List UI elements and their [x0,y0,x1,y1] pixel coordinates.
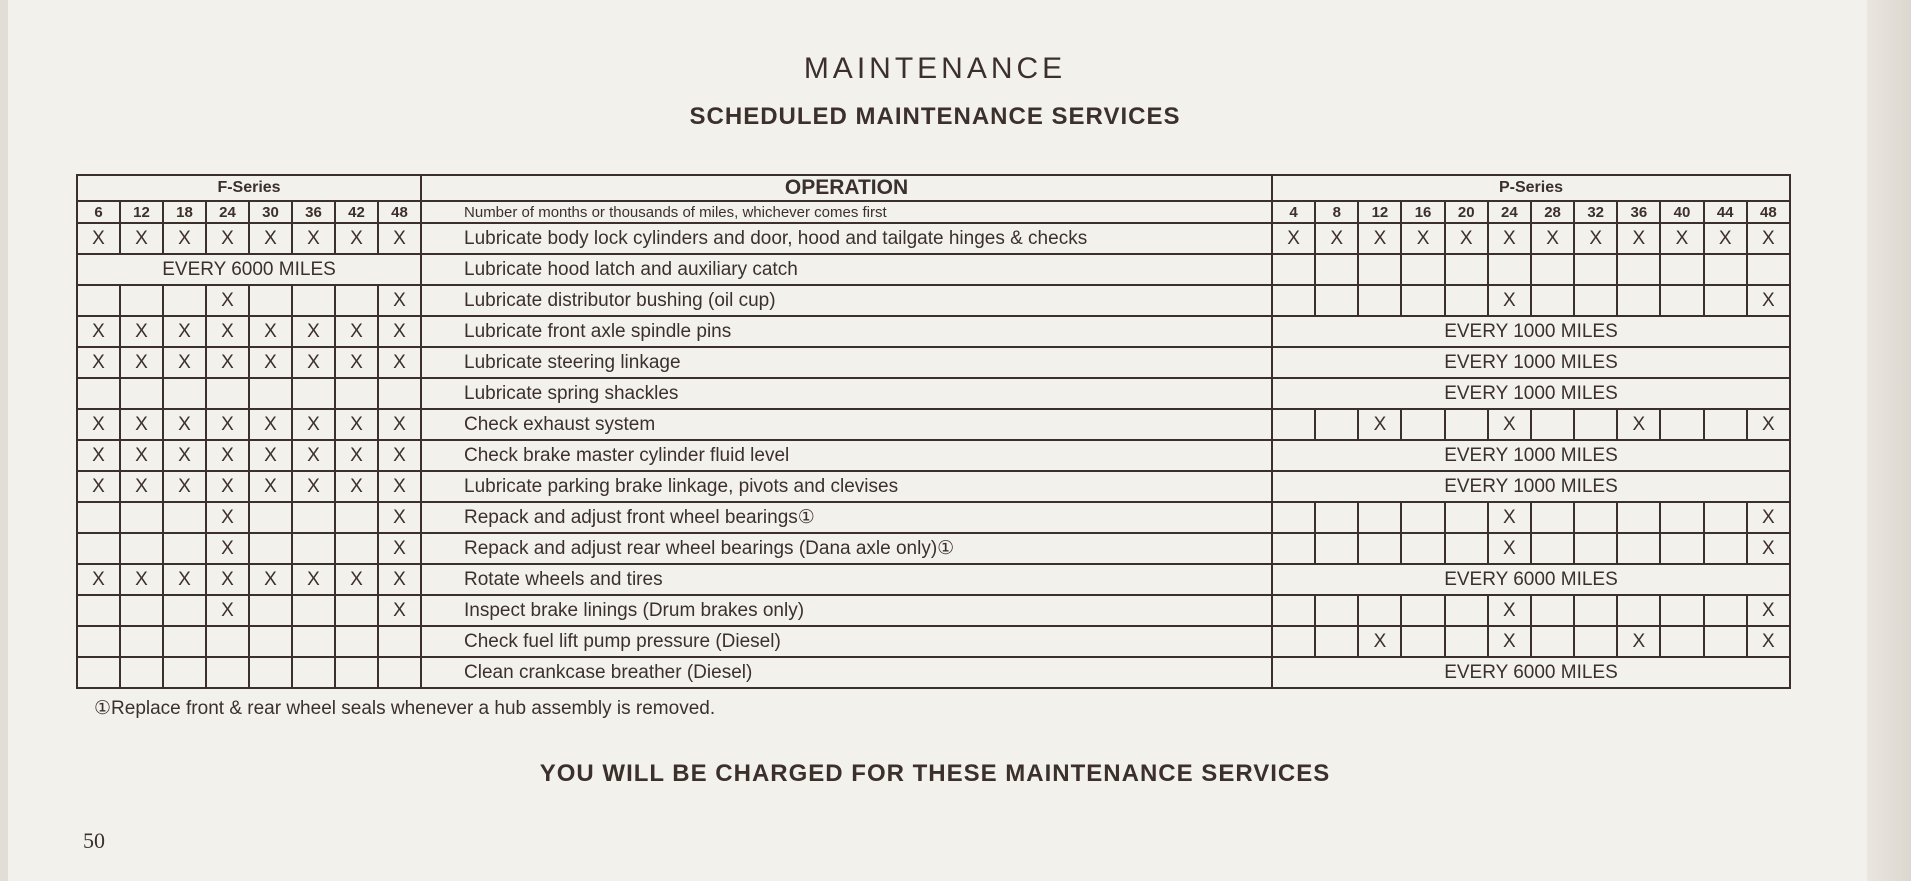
p-series-cell: X [1358,409,1401,440]
f-series-cell [335,626,378,657]
p-series-cell [1704,595,1747,626]
f-series-span: EVERY 6000 MILES [77,254,421,285]
f-series-cell [163,533,206,564]
p-series-cell [1358,285,1401,316]
f-series-cell: X [163,564,206,595]
f-series-cell: X [249,471,292,502]
f-series-cell [120,533,163,564]
f-series-cell: X [120,409,163,440]
f-series-cell: X [378,564,421,595]
f-series-cell: X [335,564,378,595]
p-series-cell [1272,285,1315,316]
f-series-cell [206,657,249,688]
f-series-cell: X [335,347,378,378]
operation-cell: Repack and adjust front wheel bearings① [421,502,1272,533]
f-series-cell: X [249,223,292,254]
p-series-cell: X [1747,409,1790,440]
f-series-cell [335,378,378,409]
f-series-cell: X [206,533,249,564]
p-series-cell [1617,595,1660,626]
f-interval-header: 12 [120,201,163,223]
f-series-cell: X [292,316,335,347]
p-series-cell [1358,254,1401,285]
p-series-cell [1574,285,1617,316]
maintenance-schedule-table [76,174,1791,689]
f-series-cell: X [206,471,249,502]
operation-subheader: Number of months or thousands of miles, whichever comes first [421,201,1272,223]
f-series-cell: X [378,409,421,440]
p-series-cell [1445,626,1488,657]
p-series-cell: X [1488,502,1531,533]
page-binding-edge [1867,0,1911,881]
f-series-cell: X [77,223,120,254]
f-series-cell: X [249,316,292,347]
f-series-cell: X [206,440,249,471]
p-series-header: P-Series [1272,175,1790,201]
p-series-cell [1488,254,1531,285]
p-series-cell [1445,595,1488,626]
p-interval-header: 20 [1445,201,1488,223]
f-series-cell [292,595,335,626]
f-series-cell [249,502,292,533]
p-series-cell: X [1315,223,1358,254]
p-series-cell: X [1358,223,1401,254]
f-interval-header: 24 [206,201,249,223]
f-series-cell [292,626,335,657]
p-series-cell: X [1358,626,1401,657]
p-series-cell [1401,285,1444,316]
p-series-cell [1617,285,1660,316]
p-series-cell: X [1574,223,1617,254]
f-series-cell [292,285,335,316]
f-series-cell: X [77,471,120,502]
f-series-cell: X [77,564,120,595]
p-series-cell [1315,533,1358,564]
p-series-cell [1660,502,1703,533]
f-series-cell: X [378,316,421,347]
f-series-cell: X [120,564,163,595]
p-series-cell [1445,254,1488,285]
p-series-cell [1704,502,1747,533]
p-series-cell [1445,285,1488,316]
f-series-cell: X [120,440,163,471]
p-series-cell [1358,595,1401,626]
f-series-cell: X [378,440,421,471]
f-series-cell [77,378,120,409]
p-series-cell [1315,502,1358,533]
p-series-span: EVERY 6000 MILES [1272,657,1790,688]
operation-cell: Clean crankcase breather (Diesel) [421,657,1272,688]
p-series-cell: X [1617,409,1660,440]
p-series-cell [1660,595,1703,626]
f-series-cell [77,502,120,533]
f-series-cell [249,533,292,564]
p-series-cell [1574,254,1617,285]
page-title: MAINTENANCE [803,52,1067,85]
p-series-cell: X [1747,502,1790,533]
p-interval-header: 4 [1272,201,1315,223]
f-series-cell: X [206,595,249,626]
p-series-cell [1531,409,1574,440]
f-series-cell [120,595,163,626]
p-series-cell [1704,533,1747,564]
p-series-cell [1272,254,1315,285]
f-interval-header: 18 [163,201,206,223]
p-series-cell [1401,626,1444,657]
table-row [77,347,1790,378]
f-series-cell [163,502,206,533]
f-series-cell: X [163,347,206,378]
f-series-cell [292,378,335,409]
f-series-cell: X [378,595,421,626]
p-series-span: EVERY 1000 MILES [1272,316,1790,347]
p-series-cell [1704,626,1747,657]
f-series-cell [249,285,292,316]
f-series-cell [292,502,335,533]
p-series-cell [1660,285,1703,316]
f-series-cell [249,626,292,657]
f-series-cell: X [249,564,292,595]
p-series-cell [1531,502,1574,533]
table-row [77,378,1790,409]
table-row [77,595,1790,626]
f-series-cell: X [378,533,421,564]
p-series-cell [1315,595,1358,626]
table-row [77,626,1790,657]
operation-cell: Check fuel lift pump pressure (Diesel) [421,626,1272,657]
f-series-cell [163,378,206,409]
p-series-cell: X [1488,409,1531,440]
p-series-cell: X [1660,223,1703,254]
f-series-cell: X [163,409,206,440]
f-series-cell [292,533,335,564]
p-interval-header: 24 [1488,201,1531,223]
f-series-cell [120,502,163,533]
table-row [77,254,1790,285]
p-series-cell [1574,595,1617,626]
f-series-cell: X [378,285,421,316]
p-series-cell: X [1747,533,1790,564]
f-series-cell: X [163,223,206,254]
p-series-cell [1531,533,1574,564]
p-interval-header: 48 [1747,201,1790,223]
p-series-cell: X [1445,223,1488,254]
operation-cell: Lubricate body lock cylinders and door, hood and tailgate hinges & checks [421,223,1272,254]
operation-cell: Inspect brake linings (Drum brakes only) [421,595,1272,626]
p-series-cell [1574,626,1617,657]
f-interval-header: 48 [378,201,421,223]
table-row [77,564,1790,595]
f-series-cell: X [163,440,206,471]
p-series-span: EVERY 1000 MILES [1272,378,1790,409]
f-series-cell: X [249,347,292,378]
p-series-cell [1574,409,1617,440]
p-series-cell [1315,409,1358,440]
p-interval-header: 36 [1617,201,1660,223]
f-series-cell: X [335,409,378,440]
f-series-cell [77,533,120,564]
p-series-cell: X [1747,626,1790,657]
p-series-cell: X [1488,595,1531,626]
f-series-cell: X [292,347,335,378]
p-series-span: EVERY 6000 MILES [1272,564,1790,595]
p-series-cell [1272,595,1315,626]
f-series-cell [335,533,378,564]
f-series-cell: X [120,223,163,254]
p-series-cell: X [1488,626,1531,657]
f-series-cell [206,626,249,657]
p-series-cell [1617,533,1660,564]
operation-cell: Lubricate parking brake linkage, pivots and clevises [421,471,1272,502]
table-row [77,316,1790,347]
page-number: 50 [83,828,105,853]
p-series-cell [1531,254,1574,285]
f-series-cell [335,657,378,688]
p-series-cell [1445,502,1488,533]
f-series-cell: X [206,316,249,347]
p-series-cell: X [1747,223,1790,254]
operation-cell: Repack and adjust rear wheel bearings (Dana axle only)① [421,533,1272,564]
f-series-cell: X [77,347,120,378]
p-series-cell: X [1704,223,1747,254]
f-series-cell: X [378,502,421,533]
p-series-cell [1315,254,1358,285]
f-series-cell: X [292,564,335,595]
f-series-cell [77,657,120,688]
operation-cell: Lubricate front axle spindle pins [421,316,1272,347]
p-series-cell [1401,533,1444,564]
p-series-cell: X [1617,626,1660,657]
f-series-cell: X [206,502,249,533]
f-series-cell [163,657,206,688]
f-series-cell [335,285,378,316]
f-series-cell: X [206,223,249,254]
f-series-cell [378,378,421,409]
f-series-cell: X [120,471,163,502]
f-series-cell: X [120,347,163,378]
f-series-cell: X [206,409,249,440]
p-series-cell [1747,254,1790,285]
p-series-cell [1574,502,1617,533]
f-interval-header: 36 [292,201,335,223]
f-series-cell: X [249,440,292,471]
p-series-cell [1660,533,1703,564]
table-row [77,533,1790,564]
f-series-cell: X [120,316,163,347]
f-series-cell [120,285,163,316]
header-row-series [77,175,1790,201]
p-series-cell [1531,595,1574,626]
p-interval-header: 12 [1358,201,1401,223]
p-series-cell [1315,626,1358,657]
operation-cell: Lubricate steering linkage [421,347,1272,378]
f-series-cell: X [163,471,206,502]
f-series-cell [120,378,163,409]
f-series-cell [378,626,421,657]
p-series-cell [1531,626,1574,657]
f-interval-header: 30 [249,201,292,223]
p-interval-header: 8 [1315,201,1358,223]
f-series-cell [120,626,163,657]
f-series-cell: X [77,316,120,347]
f-series-cell: X [335,471,378,502]
f-series-cell [120,657,163,688]
f-series-cell [249,595,292,626]
p-series-cell: X [1617,223,1660,254]
p-interval-header: 32 [1574,201,1617,223]
p-series-cell [1401,502,1444,533]
f-series-cell [163,285,206,316]
p-series-cell [1704,254,1747,285]
f-series-cell: X [378,471,421,502]
f-series-cell [249,378,292,409]
p-series-cell [1358,533,1401,564]
p-series-cell [1704,409,1747,440]
p-series-cell [1401,254,1444,285]
f-series-cell: X [206,347,249,378]
f-series-cell: X [335,223,378,254]
f-series-cell [335,595,378,626]
operation-cell: Check brake master cylinder fluid level [421,440,1272,471]
f-series-cell: X [206,285,249,316]
p-series-cell [1272,533,1315,564]
table-row [77,471,1790,502]
p-series-cell [1704,285,1747,316]
p-series-cell [1660,409,1703,440]
p-series-cell: X [1747,595,1790,626]
p-interval-header: 28 [1531,201,1574,223]
f-series-cell [77,626,120,657]
f-series-cell: X [206,564,249,595]
p-series-cell [1401,595,1444,626]
p-series-cell: X [1747,285,1790,316]
operation-cell: Check exhaust system [421,409,1272,440]
f-interval-header: 42 [335,201,378,223]
p-series-cell: X [1272,223,1315,254]
f-series-cell: X [378,347,421,378]
charged-notice: YOU WILL BE CHARGED FOR THESE MAINTENANCE SERVICES [539,760,1331,787]
f-series-cell [206,378,249,409]
p-series-cell [1272,409,1315,440]
header-row-intervals [77,201,1790,223]
table-row [77,223,1790,254]
p-series-cell: X [1401,223,1444,254]
p-series-cell [1445,409,1488,440]
table-row [77,502,1790,533]
page-left-edge [0,0,8,881]
f-series-cell [77,595,120,626]
f-series-cell: X [378,223,421,254]
f-series-cell: X [292,223,335,254]
p-series-span: EVERY 1000 MILES [1272,440,1790,471]
p-series-cell: X [1531,223,1574,254]
f-series-cell: X [77,409,120,440]
f-series-cell: X [292,409,335,440]
p-series-cell [1401,409,1444,440]
f-series-cell [292,657,335,688]
p-interval-header: 40 [1660,201,1703,223]
f-series-cell [249,657,292,688]
table-row [77,409,1790,440]
f-series-header: F-Series [77,175,421,201]
p-series-cell [1660,254,1703,285]
f-series-cell: X [249,409,292,440]
operation-cell: Rotate wheels and tires [421,564,1272,595]
p-series-cell [1617,502,1660,533]
p-series-cell [1315,285,1358,316]
operation-cell: Lubricate spring shackles [421,378,1272,409]
p-series-cell [1660,626,1703,657]
operation-cell: Lubricate distributor bushing (oil cup) [421,285,1272,316]
operation-cell: Lubricate hood latch and auxiliary catch [421,254,1272,285]
p-series-cell [1272,626,1315,657]
p-interval-header: 44 [1704,201,1747,223]
f-series-cell [77,285,120,316]
p-series-cell: X [1488,223,1531,254]
f-series-cell: X [292,440,335,471]
f-series-cell: X [335,440,378,471]
f-series-cell: X [163,316,206,347]
p-series-cell: X [1488,285,1531,316]
table-row [77,285,1790,316]
f-series-cell: X [77,440,120,471]
p-series-cell [1445,533,1488,564]
p-series-cell [1617,254,1660,285]
p-series-cell [1358,502,1401,533]
table-row [77,440,1790,471]
p-series-cell [1531,285,1574,316]
f-interval-header: 6 [77,201,120,223]
operation-header: OPERATION [421,175,1272,201]
p-series-cell: X [1488,533,1531,564]
f-series-cell: X [335,316,378,347]
p-series-cell [1272,502,1315,533]
f-series-cell: X [292,471,335,502]
p-interval-header: 16 [1401,201,1444,223]
p-series-span: EVERY 1000 MILES [1272,347,1790,378]
f-series-cell [163,626,206,657]
f-series-cell [163,595,206,626]
p-series-cell [1574,533,1617,564]
table-row [77,657,1790,688]
p-series-span: EVERY 1000 MILES [1272,471,1790,502]
page-subtitle: SCHEDULED MAINTENANCE SERVICES [689,103,1181,130]
footnote: ①Replace front & rear wheel seals whenever a hub assembly is removed. [94,698,716,719]
f-series-cell [378,657,421,688]
f-series-cell [335,502,378,533]
